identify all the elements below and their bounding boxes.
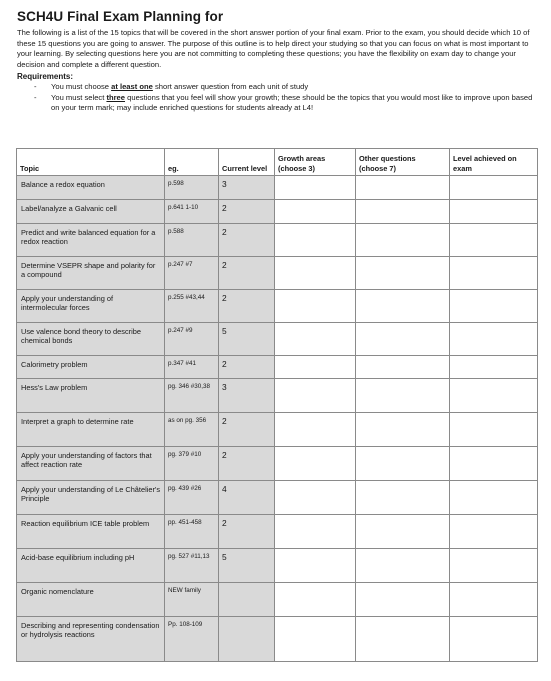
example-cell: p.347 #41 [165, 356, 219, 379]
level-achieved-cell[interactable] [450, 583, 538, 617]
other-question-cell[interactable] [356, 617, 450, 662]
requirement-text: short answer question from each unit of study [152, 82, 309, 92]
growth-area-cell[interactable] [275, 379, 356, 413]
current-level-cell [219, 617, 275, 662]
table-row [17, 200, 538, 224]
example-cell: as on pg. 356 [165, 413, 219, 447]
current-level-cell: 3 [219, 176, 275, 200]
topic-cell: Apply your understanding of intermolecular forces [17, 290, 165, 323]
other-question-cell[interactable] [356, 413, 450, 447]
other-question-cell[interactable] [356, 224, 450, 257]
current-level-cell: 2 [219, 356, 275, 379]
current-level-cell: 3 [219, 379, 275, 413]
growth-area-cell[interactable] [275, 515, 356, 549]
growth-area-cell[interactable] [275, 224, 356, 257]
level-achieved-cell[interactable] [450, 549, 538, 583]
example-cell: NEW family [165, 583, 219, 617]
topic-cell: Reaction equilibrium ICE table problem [17, 515, 165, 549]
header-level-achieved: Level achieved on exam [450, 149, 538, 176]
other-question-cell[interactable] [356, 481, 450, 515]
current-level-cell: 2 [219, 413, 275, 447]
growth-area-cell[interactable] [275, 290, 356, 323]
topic-cell: Balance a redox equation [17, 176, 165, 200]
other-question-cell[interactable] [356, 290, 450, 323]
table-row [17, 257, 538, 290]
requirement-item [17, 82, 537, 93]
current-level-cell: 5 [219, 323, 275, 356]
current-level-cell: 4 [219, 481, 275, 515]
other-question-cell[interactable] [356, 323, 450, 356]
growth-area-cell[interactable] [275, 176, 356, 200]
dash-bullet-icon: - [34, 82, 37, 92]
table-row [17, 617, 538, 662]
current-level-cell: 2 [219, 515, 275, 549]
header-growth-areas: Growth areas (choose 3) [275, 149, 356, 176]
level-achieved-cell[interactable] [450, 413, 538, 447]
example-cell: p.598 [165, 176, 219, 200]
requirement-emphasis: at least one [111, 82, 153, 92]
other-question-cell[interactable] [356, 549, 450, 583]
table-row [17, 379, 538, 413]
topic-cell: Predict and write balanced equation for a redox reaction [17, 224, 165, 257]
current-level-cell: 5 [219, 549, 275, 583]
example-cell: p.255 #43,44 [165, 290, 219, 323]
topic-cell: Calorimetry problem [17, 356, 165, 379]
table-row [17, 515, 538, 549]
level-achieved-cell[interactable] [450, 323, 538, 356]
example-cell: pg. 346 #30,38 [165, 379, 219, 413]
growth-area-cell[interactable] [275, 413, 356, 447]
other-question-cell[interactable] [356, 379, 450, 413]
current-level-cell: 2 [219, 200, 275, 224]
header-eg: eg. [165, 149, 219, 176]
current-level-cell: 2 [219, 257, 275, 290]
requirement-text: questions that you feel will show your growth; these should be the topics that you would most like to improve upon based on your term mark; may include enriched questions for students already at L4! [51, 92, 533, 113]
current-level-cell [219, 583, 275, 617]
level-achieved-cell[interactable] [450, 481, 538, 515]
requirement-emphasis: three [106, 92, 126, 102]
other-question-cell[interactable] [356, 257, 450, 290]
growth-area-cell[interactable] [275, 481, 356, 515]
table-row [17, 447, 538, 481]
current-level-cell: 2 [219, 290, 275, 323]
level-achieved-cell[interactable] [450, 617, 538, 662]
requirements-list [17, 82, 537, 114]
requirement-text: You must choose [51, 82, 112, 92]
example-cell: pg. 527 #11,13 [165, 549, 219, 583]
page-title: SCH4U Final Exam Planning for [17, 9, 224, 24]
header-other-questions: Other questions (choose 7) [356, 149, 450, 176]
level-achieved-cell[interactable] [450, 200, 538, 224]
example-cell: Pp. 108-109 [165, 617, 219, 662]
level-achieved-cell[interactable] [450, 379, 538, 413]
other-question-cell[interactable] [356, 583, 450, 617]
document-page [17, 8, 537, 114]
header-topic: Topic [17, 149, 165, 176]
topic-cell: Label/analyze a Galvanic cell [17, 200, 165, 224]
table-row [17, 413, 538, 447]
growth-area-cell[interactable] [275, 323, 356, 356]
growth-area-cell[interactable] [275, 356, 356, 379]
level-achieved-cell[interactable] [450, 290, 538, 323]
topic-cell: Acid-base equilibrium including pH [17, 549, 165, 583]
topic-cell: Use valence bond theory to describe chemical bonds [17, 323, 165, 356]
requirement-text: You must select [51, 92, 107, 102]
other-question-cell[interactable] [356, 515, 450, 549]
table-row [17, 481, 538, 515]
example-cell: p.247 #7 [165, 257, 219, 290]
requirement-item [17, 93, 537, 114]
current-level-cell: 2 [219, 447, 275, 481]
table-row [17, 549, 538, 583]
header-current-level: Current level [219, 149, 275, 176]
planning-table [16, 148, 538, 662]
table-row [17, 176, 538, 200]
table-header-row [17, 149, 538, 176]
example-cell: p.247 #9 [165, 323, 219, 356]
topic-cell: Determine VSEPR shape and polarity for a compound [17, 257, 165, 290]
topic-cell: Organic nomenclature [17, 583, 165, 617]
example-cell: pg. 379 #10 [165, 447, 219, 481]
table-row [17, 290, 538, 323]
growth-area-cell[interactable] [275, 257, 356, 290]
level-achieved-cell[interactable] [450, 257, 538, 290]
level-achieved-cell[interactable] [450, 224, 538, 257]
current-level-cell: 2 [219, 224, 275, 257]
other-question-cell[interactable] [356, 356, 450, 379]
example-cell: p.588 [165, 224, 219, 257]
requirements-heading: Requirements: [17, 72, 74, 82]
topic-cell: Interpret a graph to determine rate [17, 413, 165, 447]
topic-cell: Describing and representing condensation or hydrolysis reactions [17, 617, 165, 662]
other-question-cell[interactable] [356, 447, 450, 481]
growth-area-cell[interactable] [275, 583, 356, 617]
level-achieved-cell[interactable] [450, 356, 538, 379]
growth-area-cell[interactable] [275, 447, 356, 481]
dash-bullet-icon: - [34, 92, 37, 102]
intro-paragraph: The following is a list of the 15 topics that will be covered in the short answer portion of your final exam. Prior to the exam, you should decide which 10 of these 15 questions you are going to answer. The purpose of this outline is to help direct your studying so that you can focus on what is most important to your learning. By selecting questions here you are not committing to completing these questions; you have the flexibility on exam day to change your decision and complete a different question. [17, 28, 530, 69]
table-row [17, 356, 538, 379]
other-question-cell[interactable] [356, 200, 450, 224]
example-cell: p.641 1-10 [165, 200, 219, 224]
example-cell: pg. 439 #26 [165, 481, 219, 515]
level-achieved-cell[interactable] [450, 447, 538, 481]
table-row [17, 224, 538, 257]
table-row [17, 323, 538, 356]
level-achieved-cell[interactable] [450, 176, 538, 200]
other-question-cell[interactable] [356, 176, 450, 200]
growth-area-cell[interactable] [275, 617, 356, 662]
growth-area-cell[interactable] [275, 549, 356, 583]
level-achieved-cell[interactable] [450, 515, 538, 549]
table-row [17, 583, 538, 617]
topic-cell: Apply your understanding of Le Châtelier's Principle [17, 481, 165, 515]
topic-cell: Hess's Law problem [17, 379, 165, 413]
growth-area-cell[interactable] [275, 200, 356, 224]
topic-cell: Apply your understanding of factors that affect reaction rate [17, 447, 165, 481]
example-cell: pp. 451-458 [165, 515, 219, 549]
